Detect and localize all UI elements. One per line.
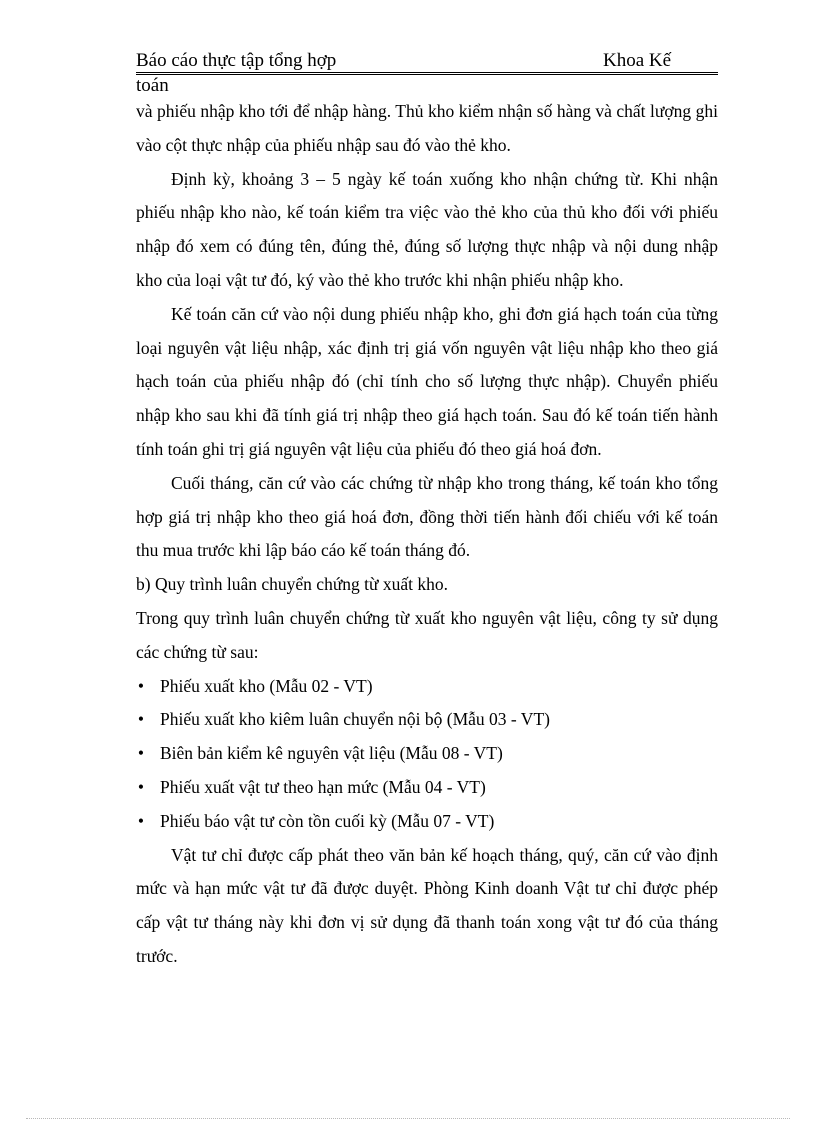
paragraph-periodic-check: Định kỳ, khoảng 3 – 5 ngày kế toán xuống kho nhận chứng từ. Khi nhận phiếu nhập kho nào, kế toán kiểm tra việc vào thẻ kho của thủ kho đối với phiếu nhập đó xem có đúng tên, đúng thẻ, đúng số lượng thực nhập và nội dung nhập kho của loại vật tư đó, ký vào thẻ kho trước khi nhận phiếu nhập kho.	[136, 168, 718, 290]
bullet-icon: •	[137, 743, 145, 764]
report-title: Báo cáo thực tập tổng hợp	[136, 50, 337, 71]
list-item-text: Phiếu xuất kho (Mẫu 02 - VT)	[160, 675, 373, 696]
list-item	[136, 703, 718, 737]
list-item	[136, 771, 718, 805]
bullet-icon: •	[137, 810, 145, 831]
paragraph-month-end: Cuối tháng, căn cứ vào các chứng từ nhập kho trong tháng, kế toán kho tổng hợp giá trị nhập kho theo giá hoá đơn, đồng thời tiến hành đối chiếu với kế toán thu mua trước khi lập báo cáo kế toán tháng đó.	[136, 472, 718, 561]
section-heading-export: b) Quy trình luân chuyển chứng từ xuất kho.	[136, 574, 449, 595]
bullet-icon: •	[137, 709, 145, 730]
paragraph-documents-intro: Trong quy trình luân chuyển chứng từ xuất kho nguyên vật liệu, công ty sử dụng các chứng từ sau:	[136, 607, 718, 662]
list-item	[136, 670, 718, 704]
list-item	[136, 737, 718, 771]
document-body	[136, 95, 718, 974]
document-list	[136, 670, 718, 839]
paragraph-allocation-rules: Vật tư chỉ được cấp phát theo văn bản kế hoạch tháng, quý, căn cứ vào định mức và hạn mức vật tư đã được duyệt. Phòng Kinh doanh Vật tư chỉ được phép cấp vật tư tháng này khi đơn vị sử dụng đã thanh toán xong vật tư đó của tháng trước.	[136, 844, 718, 966]
list-item-text: Phiếu xuất kho kiêm luân chuyển nội bộ (Mẫu 03 - VT)	[160, 709, 550, 730]
list-item-text: Phiếu báo vật tư còn tồn cuối kỳ (Mẫu 07 - VT)	[160, 810, 495, 831]
page-header	[136, 50, 718, 75]
paragraph-receipt-continuation: và phiếu nhập kho tới để nhập hàng. Thủ kho kiểm nhận số hàng và chất lượng ghi vào cột thực nhập của phiếu nhập sau đó vào thẻ kho.	[136, 101, 718, 155]
list-item	[136, 805, 718, 839]
paragraph-valuation: Kế toán căn cứ vào nội dung phiếu nhập kho, ghi đơn giá hạch toán của từng loại nguyên vật liệu nhập, xác định trị giá vốn nguyên vật liệu nhập kho theo giá hạch toán của phiếu nhập đó (chỉ tính cho số lượng thực nhập). Chuyển phiếu nhập kho sau khi đã tính giá trị nhập theo giá hạch toán. Sau đó kế toán tiến hành tính toán ghi trị giá nguyên vật liệu của phiếu đó theo giá hoá đơn.	[136, 303, 718, 459]
bullet-icon: •	[137, 675, 145, 696]
department-title: Khoa Kế	[603, 50, 672, 71]
list-item-text: Phiếu xuất vật tư theo hạn mức (Mẫu 04 - VT)	[160, 776, 486, 797]
department-title-wrap: toán	[136, 75, 169, 96]
list-item-text: Biên bản kiểm kê nguyên vật liệu (Mẫu 08 - VT)	[160, 743, 503, 764]
bullet-icon: •	[137, 776, 145, 797]
page-footer-divider	[26, 1118, 790, 1119]
